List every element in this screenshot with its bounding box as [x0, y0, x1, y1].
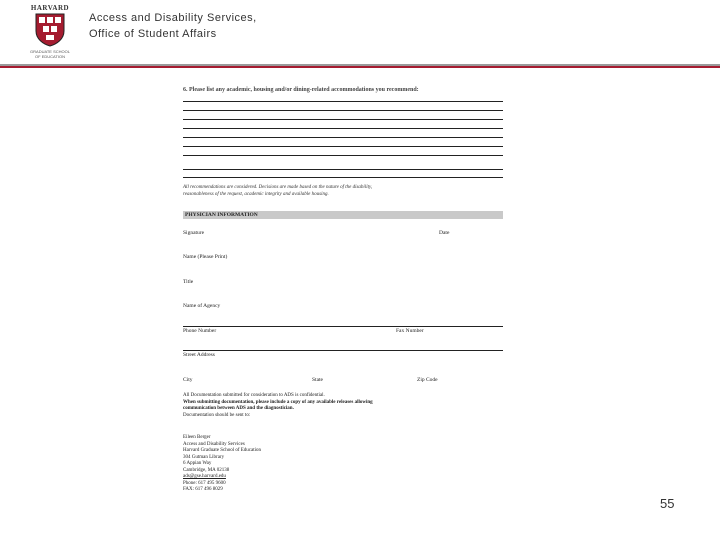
- recommendation-note: All recommendations are considered. Decisions are made based on the nature of the disability, reasonableness of the request, academic integrity and available housing.: [183, 185, 373, 197]
- fax-label: Fax Number: [396, 328, 424, 334]
- answer-line: [183, 128, 503, 129]
- date-label: Date: [439, 230, 450, 236]
- answer-line: [183, 155, 503, 156]
- answer-line: [183, 110, 503, 111]
- field-line: [183, 350, 503, 351]
- zip-label: Zip Code: [417, 377, 438, 383]
- answer-line: [183, 119, 503, 120]
- slide-header: [0, 0, 720, 66]
- title-label: Title: [183, 279, 194, 285]
- question-6: 6. Please list any academic, housing and/or dining-related accommodations you recommend:: [183, 87, 419, 93]
- shield-icon: [35, 13, 65, 47]
- signature-label: Signature: [183, 230, 205, 236]
- answer-line: [183, 137, 503, 138]
- office-name-line-1: Access and Disability Services,: [89, 12, 257, 24]
- header-rule-crimson: [0, 66, 720, 68]
- street-label: Street Address: [183, 352, 215, 358]
- answer-line: [183, 101, 503, 102]
- logo-wordmark: HARVARD: [30, 4, 70, 12]
- phone-label: Phone Number: [183, 328, 217, 334]
- email-link[interactable]: ads@gse.harvard.edu: [183, 474, 226, 479]
- confidentiality-notice: All Documentation submitted for consideration to ADS is confidential. When submitting documentation, please include a copy of any available releases allowing communication between ADS and the diagnostician. Documentation should be sent to:: [183, 393, 373, 418]
- answer-line: [183, 177, 503, 178]
- name-label: Name (Please Print): [183, 254, 228, 260]
- page-number: 55: [660, 496, 675, 511]
- agency-label: Name of Agency: [183, 303, 221, 309]
- form-page-image: [176, 80, 510, 520]
- office-name: [89, 10, 257, 42]
- answer-line: [183, 146, 503, 147]
- mailing-address: Eileen Berger Access and Disability Services Harvard Graduate School of Education 304 Gutman Library 6 Appian Way Cambridge, MA 02138 ads@gse.harvard.edu Phone: 617 495 9600 FAX: 617 496 8029: [183, 435, 262, 492]
- section-header-physician: PHYSICIAN INFORMATION: [183, 211, 503, 219]
- office-name-line-2: Office of Student Affairs: [89, 28, 217, 40]
- state-label: State: [312, 377, 323, 383]
- logo-subtitle: GRADUATE SCHOOL OF EDUCATION: [30, 49, 70, 59]
- harvard-logo: [26, 4, 74, 62]
- answer-line: [183, 169, 503, 170]
- field-line: [183, 326, 503, 327]
- city-label: City: [183, 377, 193, 383]
